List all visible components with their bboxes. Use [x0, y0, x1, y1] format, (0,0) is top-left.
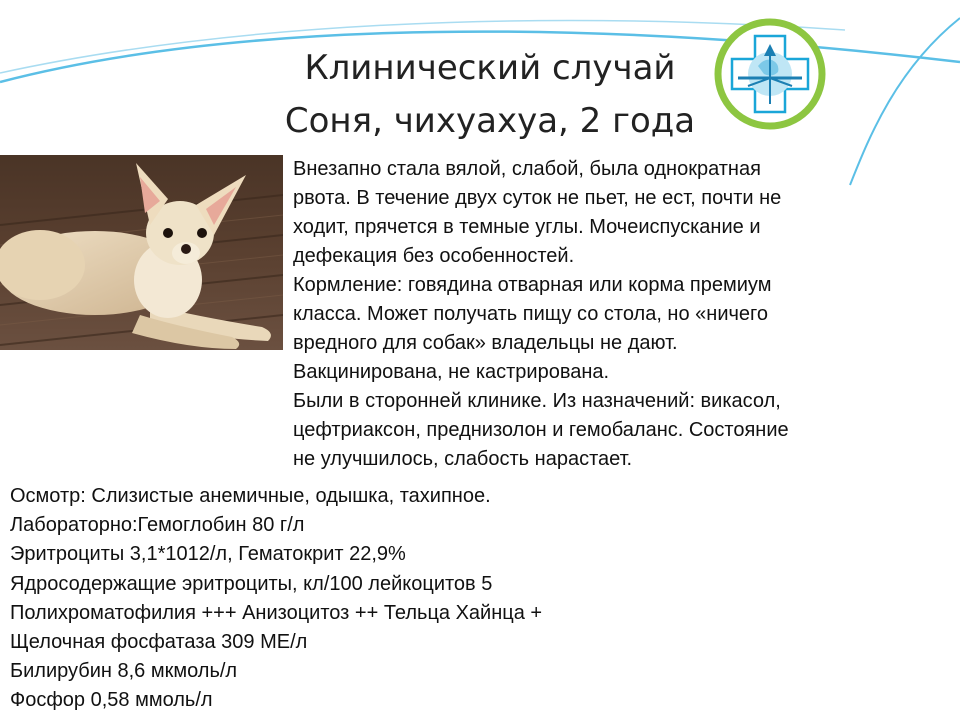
case-history-line: Внезапно стала вялой, слабой, была однократная — [293, 158, 761, 180]
case-history-line: вредного для собак» владельцы не дают. — [293, 332, 678, 354]
lab-result-line: Щелочная фосфатаза 309 МЕ/л — [10, 631, 308, 654]
case-history-line: не улучшилось, слабость нарастает. — [293, 448, 633, 470]
case-history-line: класса. Может получать пищу со стола, но «ничего — [293, 303, 769, 325]
lab-result-line: Лабораторно:Гемоглобин 80 г/л — [10, 514, 305, 537]
case-history-line: Вакцинирована, не кастрирована. — [293, 361, 610, 383]
lab-result-line: Ядросодержащие эритроциты, кл/100 лейкоцитов 5 — [10, 572, 493, 595]
case-history — [293, 155, 913, 474]
exam-and-lab-results — [10, 482, 940, 716]
chihuahua-dog-photo — [0, 155, 283, 350]
clinic-cross-globe-icon — [712, 16, 828, 132]
lab-result-line: Билирубин 8,6 мкмоль/л — [10, 660, 238, 683]
page-title: Клинический случай — [304, 48, 676, 88]
lab-result-line: Эритроциты 3,1*1012/л, Гематокрит 22,9% — [10, 543, 406, 566]
lab-result-line: Полихроматофилия +++ Анизоцитоз ++ Тельца Хайнца + — [10, 601, 543, 624]
case-history-line: Были в сторонней клинике. Из назначений: викасол, — [293, 390, 781, 412]
case-history-line: ходит, прячется в темные углы. Мочеиспускание и — [293, 216, 761, 238]
case-history-line: Кормление: говядина отварная или корма премиум — [293, 274, 772, 296]
case-history-line: дефекация без особенностей. — [293, 245, 575, 267]
page-subtitle: Соня, чихуахуа, 2 года — [284, 101, 696, 141]
exam-line: Осмотр: Слизистые анемичные, одышка, тахипное. — [10, 485, 491, 507]
lab-result-line: Фосфор 0,58 ммоль/л — [10, 689, 213, 712]
case-history-line: цефтриаксон, преднизолон и гемобаланс. Состояние — [293, 419, 789, 441]
case-history-line: рвота. В течение двух суток не пьет, не ест, почти не — [293, 187, 782, 209]
